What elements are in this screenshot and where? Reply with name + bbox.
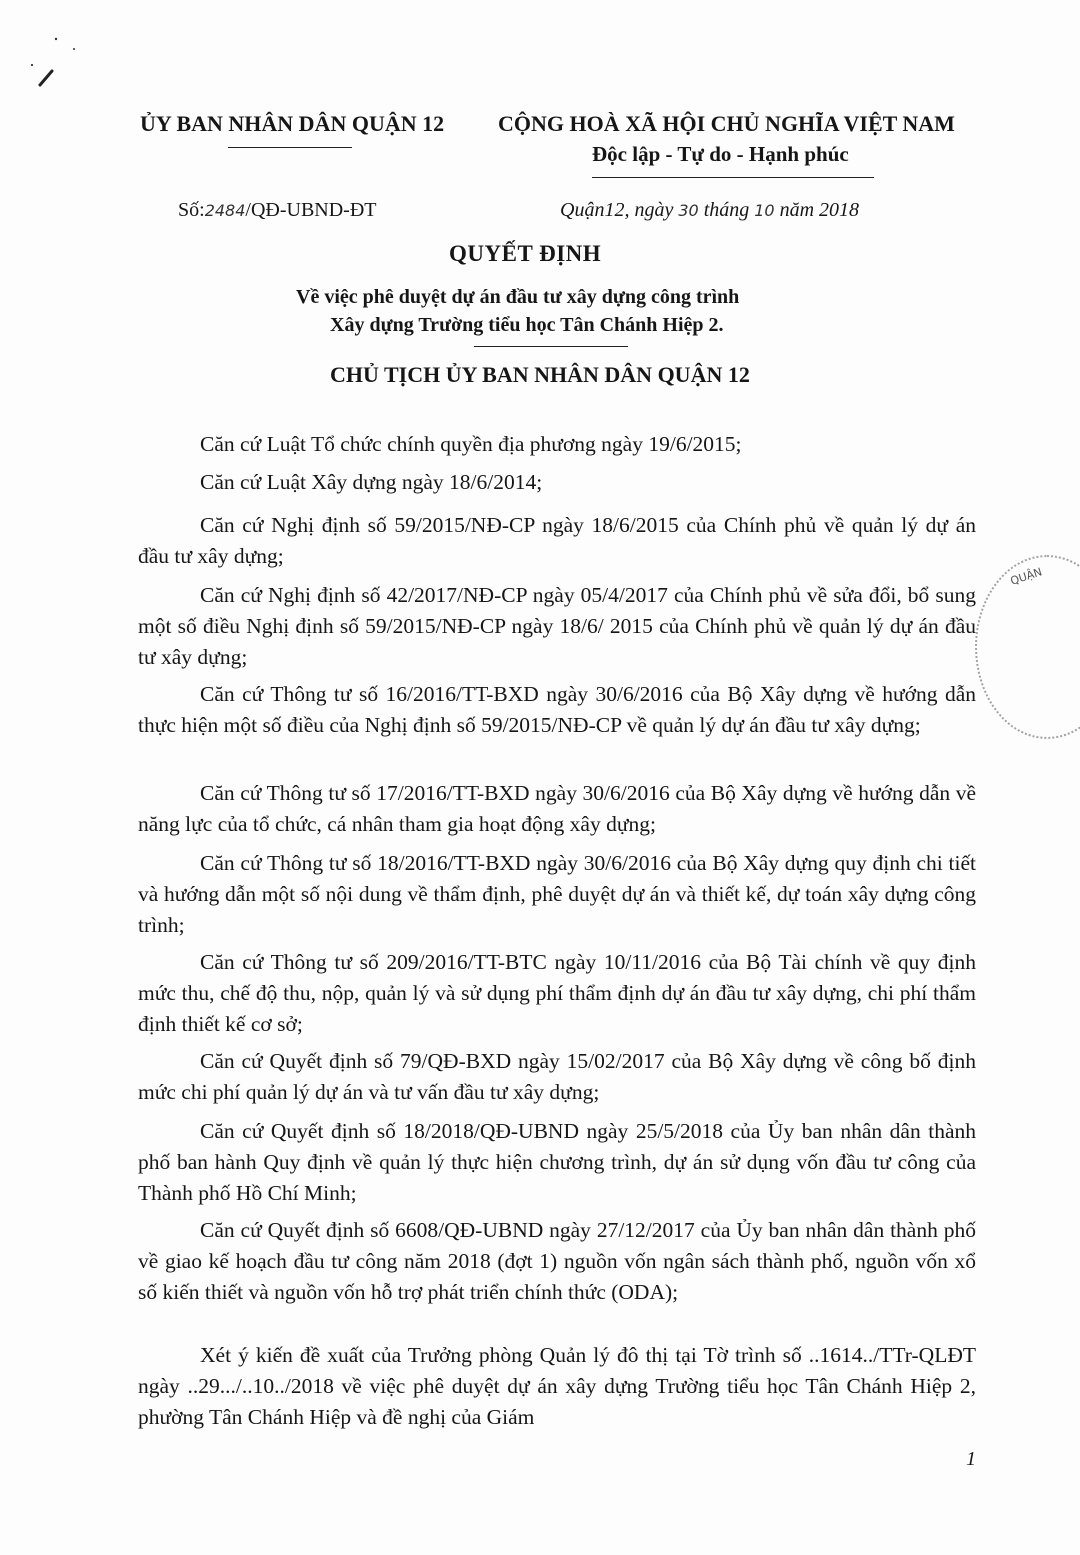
number-prefix: Số: <box>178 199 205 221</box>
paragraph-8: Căn cứ Thông tư số 209/2016/TT-BTC ngày 10/11/2016 của Bộ Tài chính về quy định mức thu, chế độ thu, nộp, quản lý và sử dụng phí thẩm định dự án đầu tư xây dựng, chi phí thẩm định thiết kế cơ sở; <box>138 950 976 1036</box>
paragraph-9: Căn cứ Quyết định số 79/QĐ-BXD ngày 15/02/2017 của Bộ Xây dựng về công bố định mức chi phí quản lý dự án và tư vấn đầu tư xây dựng; <box>138 1049 976 1104</box>
paragraph-1: Căn cứ Luật Tổ chức chính quyền địa phương ngày 19/6/2015; <box>200 432 742 456</box>
scan-specks <box>30 35 90 95</box>
motto-underline <box>592 177 874 178</box>
date-month-label: tháng <box>703 199 750 221</box>
paragraph-12: Xét ý kiến đề xuất của Trưởng phòng Quản lý đô thị tại Tờ trình số ..1614../TTr-QLĐT ngày ..29.../..10../2018 về việc phê duyệt dự án xây dựng Trường tiểu học Tân Chánh Hiệp 2, phường Tân Chánh Hiệp và đề nghị của Giám <box>138 1343 976 1429</box>
paragraph-6: Căn cứ Thông tư số 17/2016/TT-BXD ngày 30/6/2016 của Bộ Xây dựng về hướng dẫn về năng lực của tổ chức, cá nhân tham gia hoạt động xây dựng; <box>138 781 976 836</box>
paragraph-10: Căn cứ Quyết định số 18/2018/QĐ-UBND ngày 25/5/2018 của Ủy ban nhân dân thành phố ban hành Quy định về quản lý thực hiện chương trình, dự án sử dụng vốn đầu tư công của Thành phố Hồ Chí Minh; <box>138 1119 976 1205</box>
paragraph-4: Căn cứ Nghị định số 42/2017/NĐ-CP ngày 05/4/2017 của Chính phủ về sửa đổi, bổ sung một số điều Nghị định số 59/2015/NĐ-CP ngày 18/6/ 2015 của Chính phủ về quản lý dự án đầu tư xây dựng; <box>138 583 976 669</box>
paragraph-11: Căn cứ Quyết định số 6608/QĐ-UBND ngày 27/12/2017 của Ủy ban nhân dân thành phố về giao kế hoạch đầu tư công năm 2018 (đợt 1) nguồn vốn ngân sách thành phố, nguồn vốn xổ số kiến thiết và nguồn vốn hỗ trợ phát triển chính thức (ODA); <box>138 1218 976 1304</box>
document-number <box>178 199 377 222</box>
national-title: CỘNG HOÀ XÃ HỘI CHỦ NGHĨA VIỆT NAM <box>498 111 955 136</box>
subject-line-2: Xây dựng Trường tiểu học Tân Chánh Hiệp 2. <box>330 314 724 336</box>
chairman-heading: CHỦ TỊCH ỦY BAN NHÂN DÂN QUẬN 12 <box>330 362 750 387</box>
date-place: Quận12, ngày <box>560 199 674 221</box>
authority-underline <box>228 147 352 148</box>
page-number: 1 <box>966 1448 976 1470</box>
number-handwritten: 2484 <box>204 201 246 220</box>
number-suffix: /QĐ-UBND-ĐT <box>245 199 377 221</box>
document-date <box>560 199 859 222</box>
paragraph-7: Căn cứ Thông tư số 18/2016/TT-BXD ngày 30/6/2016 của Bộ Xây dựng quy định chi tiết và hướng dẫn một số nội dung về thẩm định, phê duyệt dự án và thiết kế, dự toán xây dựng công trình; <box>138 851 976 937</box>
subject-line-1: Về việc phê duyệt dự án đầu tư xây dựng công trình <box>296 286 740 308</box>
date-year: năm 2018 <box>779 199 860 221</box>
issuing-authority: ỦY BAN NHÂN DÂN QUẬN 12 <box>140 111 445 136</box>
paragraph-5: Căn cứ Thông tư số 16/2016/TT-BXD ngày 30/6/2016 của Bộ Xây dựng về hướng dẫn thực hiện một số điều của Nghị định số 59/2015/NĐ-CP về quản lý dự án đầu tư xây dựng; <box>138 682 976 737</box>
date-month: 10 <box>754 201 775 220</box>
paragraph-2: Căn cứ Luật Xây dựng ngày 18/6/2014; <box>200 470 543 494</box>
date-day: 30 <box>678 201 699 220</box>
paragraph-3: Căn cứ Nghị định số 59/2015/NĐ-CP ngày 18/6/2015 của Chính phủ về quản lý dự án đầu tư xây dựng; <box>138 513 976 568</box>
seal-lettering: QUẬN <box>1008 565 1044 588</box>
document-title: QUYẾT ĐỊNH <box>449 241 602 266</box>
national-motto: Độc lập - Tự do - Hạnh phúc <box>592 142 849 166</box>
subject-underline <box>474 346 628 347</box>
